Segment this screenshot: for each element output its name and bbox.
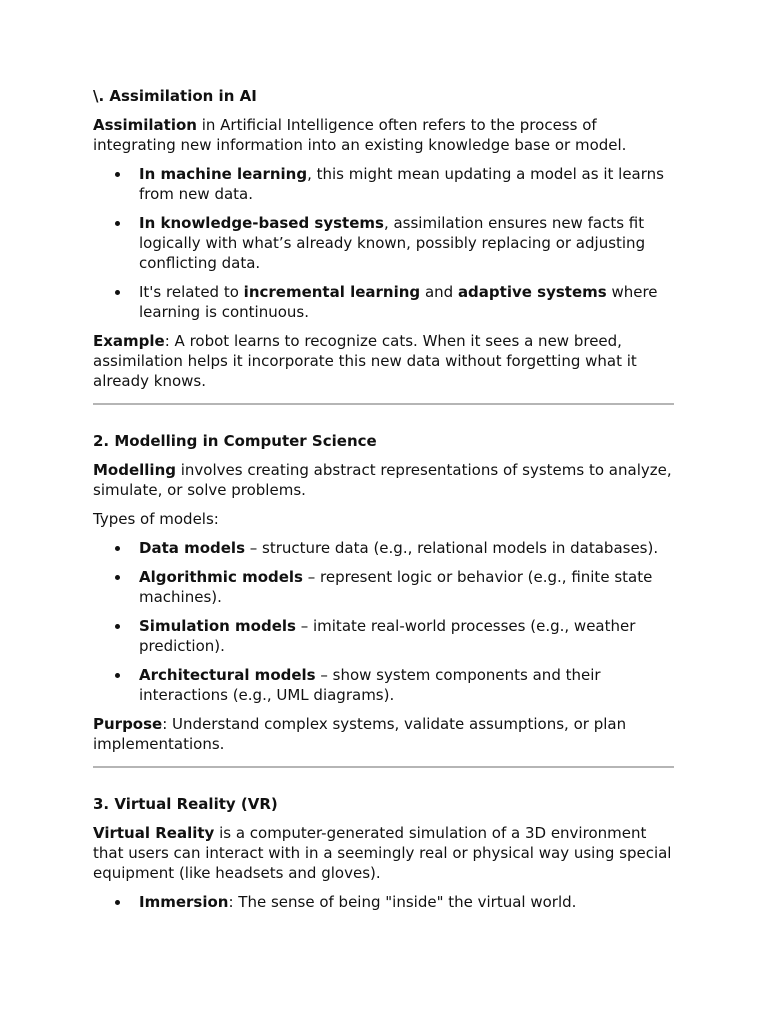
assimilation-term: Assimilation: [93, 116, 197, 134]
vr-intro: [93, 823, 674, 883]
modelling-intro: [93, 460, 674, 500]
list-item-text: It's related to: [139, 283, 244, 301]
section-divider: [93, 403, 674, 405]
list-item-bold: In machine learning: [139, 165, 308, 183]
list-item: [139, 282, 674, 322]
section-title-assimilation: \. Assimilation in AI: [93, 87, 257, 105]
example-text: : A robot learns to recognize cats. When it sees a new breed, assimilation helps it incorporate this new data without forgetting what it already knows.: [93, 332, 637, 390]
list-item-text: : The sense of being "inside" the virtual world.: [228, 893, 577, 911]
section-title-vr: 3. Virtual Reality (VR): [93, 795, 278, 813]
purpose-text: : Understand complex systems, validate assumptions, or plan implementations.: [93, 715, 627, 753]
modelling-intro-text: involves creating abstract representations of systems to analyze, simulate, or solve problems.: [93, 461, 672, 499]
assimilation-intro: [93, 115, 674, 155]
section-divider: [93, 766, 674, 768]
list-item-bold: Simulation models: [139, 617, 296, 635]
vr-intro-text: is a computer-generated simulation of a 3D environment that users can interact with in a seemingly real or physical way using special equipment (like headsets and gloves).: [93, 824, 672, 882]
list-item: [139, 213, 674, 273]
list-item: [139, 616, 674, 656]
list-item: [139, 665, 674, 705]
modelling-list: [93, 538, 674, 705]
list-item: [139, 567, 674, 607]
assimilation-list: [93, 164, 674, 322]
assimilation-intro-text: in Artificial Intelligence often refers to the process of integrating new information into an existing knowledge base or model.: [93, 116, 627, 154]
example-term: Example: [93, 332, 165, 350]
list-item-text: – represent logic or behavior (e.g., finite state machines).: [139, 568, 653, 606]
purpose-term: Purpose: [93, 715, 163, 733]
list-item-bold: incremental learning: [243, 283, 421, 301]
list-item-text: , assimilation ensures new facts fit logically with what’s already known, possibly replacing or adjusting conflicting data.: [139, 214, 646, 272]
list-item: [139, 892, 674, 912]
vr-term: Virtual Reality: [93, 824, 215, 842]
list-item-bold: Data models: [139, 539, 246, 557]
list-item: [139, 164, 674, 204]
list-item-bold: adaptive systems: [457, 283, 607, 301]
list-item: [139, 538, 674, 558]
assimilation-example: [93, 331, 674, 391]
list-item-bold: Immersion: [139, 893, 229, 911]
list-item-text: where learning is continuous.: [139, 283, 658, 321]
list-item-bold: Algorithmic models: [139, 568, 303, 586]
section-title-modelling: 2. Modelling in Computer Science: [93, 432, 377, 450]
list-item-text: and: [420, 283, 458, 301]
list-item-text: – structure data (e.g., relational models in databases).: [245, 539, 659, 557]
list-item-bold: Architectural models: [139, 666, 316, 684]
modelling-term: Modelling: [93, 461, 176, 479]
modelling-purpose: [93, 714, 674, 754]
vr-list: [93, 892, 674, 912]
list-item-text: – imitate real-world processes (e.g., weather prediction).: [139, 617, 636, 655]
list-item-text: , this might mean updating a model as it learns from new data.: [139, 165, 664, 203]
list-item-bold: In knowledge-based systems: [139, 214, 384, 232]
types-of-models-label: Types of models:: [93, 510, 219, 528]
list-item-text: – show system components and their interactions (e.g., UML diagrams).: [139, 666, 601, 704]
